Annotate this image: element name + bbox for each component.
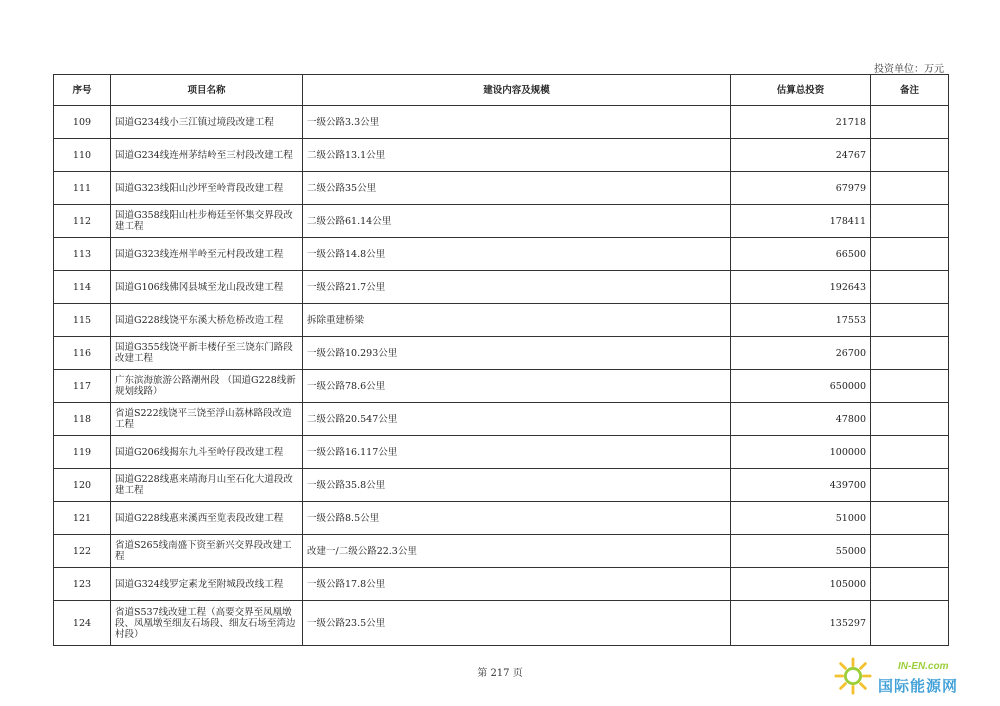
row-remark (871, 205, 949, 238)
row-remark (871, 436, 949, 469)
row-project-name: 国道G234线连州茅结岭至三村段改建工程 (111, 139, 303, 172)
row-investment: 100000 (731, 436, 871, 469)
row-project-name: 省道S222线饶平三饶至浮山荔林路段改造工程 (111, 403, 303, 436)
watermark-en: IN-EN.com (898, 661, 949, 672)
row-remark (871, 535, 949, 568)
row-remark (871, 304, 949, 337)
table-row (54, 601, 949, 646)
row-project-name: 国道G323线连州半岭至元村段改建工程 (111, 238, 303, 271)
row-investment: 17553 (731, 304, 871, 337)
table-row (54, 502, 949, 535)
row-scope: 一级公路16.117公里 (303, 436, 731, 469)
row-investment: 178411 (731, 205, 871, 238)
header-investment: 估算总投资 (731, 75, 871, 106)
table-row (54, 205, 949, 238)
row-scope: 拆除重建桥梁 (303, 304, 731, 337)
table-row (54, 106, 949, 139)
row-no: 112 (54, 205, 111, 238)
row-project-name: 国道G324线罗定素龙至附城段改线工程 (111, 568, 303, 601)
row-project-name: 国道G228线惠来溪西至览表段改建工程 (111, 502, 303, 535)
row-no: 119 (54, 436, 111, 469)
row-scope: 一级公路21.7公里 (303, 271, 731, 304)
table-row (54, 304, 949, 337)
header-scope: 建设内容及规模 (303, 75, 731, 106)
table-row (54, 436, 949, 469)
row-no: 123 (54, 568, 111, 601)
watermark-cn: 国际能源网 (878, 677, 959, 695)
table-row (54, 469, 949, 502)
table-row (54, 139, 949, 172)
table-row (54, 271, 949, 304)
row-remark (871, 370, 949, 403)
row-project-name: 广东滨海旅游公路潮州段 （国道G228线新规划线路） (111, 370, 303, 403)
row-investment: 192643 (731, 271, 871, 304)
row-scope: 一级公路23.5公里 (303, 601, 731, 646)
row-remark (871, 106, 949, 139)
row-project-name: 国道G228线饶平东溪大桥危桥改造工程 (111, 304, 303, 337)
row-project-name: 国道G106线佛冈县城至龙山段改建工程 (111, 271, 303, 304)
row-investment: 51000 (731, 502, 871, 535)
row-remark (871, 601, 949, 646)
row-project-name: 国道G228线惠来靖海月山至石化大道段改建工程 (111, 469, 303, 502)
row-project-name: 国道G323线阳山沙坪至岭背段改建工程 (111, 172, 303, 205)
project-table (53, 74, 949, 646)
row-scope: 改建一/二级公路22.3公里 (303, 535, 731, 568)
row-no: 116 (54, 337, 111, 370)
table-row (54, 568, 949, 601)
table-row (54, 172, 949, 205)
row-scope: 一级公路35.8公里 (303, 469, 731, 502)
row-investment: 55000 (731, 535, 871, 568)
row-investment: 26700 (731, 337, 871, 370)
row-scope: 一级公路3.3公里 (303, 106, 731, 139)
row-investment: 439700 (731, 469, 871, 502)
header-remark: 备注 (871, 75, 949, 106)
table-row (54, 370, 949, 403)
row-scope: 一级公路10.293公里 (303, 337, 731, 370)
row-scope: 二级公路13.1公里 (303, 139, 731, 172)
row-project-name: 国道G234线小三江镇过境段改建工程 (111, 106, 303, 139)
table-row (54, 403, 949, 436)
row-remark (871, 139, 949, 172)
table-row (54, 535, 949, 568)
header-no: 序号 (54, 75, 111, 106)
watermark-logo (834, 655, 984, 699)
row-investment: 66500 (731, 238, 871, 271)
row-project-name: 国道G206线揭东九斗至岭仔段改建工程 (111, 436, 303, 469)
row-project-name: 国道G358线阳山杜步梅廷至怀集交界段改建工程 (111, 205, 303, 238)
row-remark (871, 172, 949, 205)
row-investment: 24767 (731, 139, 871, 172)
sun-logo-icon (834, 657, 872, 695)
row-no: 118 (54, 403, 111, 436)
investment-unit-note: 投资单位：万元 (874, 64, 944, 75)
table-row (54, 337, 949, 370)
row-project-name: 国道G355线饶平新丰楼仔至三饶东门路段改建工程 (111, 337, 303, 370)
row-scope: 一级公路14.8公里 (303, 238, 731, 271)
row-investment: 47800 (731, 403, 871, 436)
row-no: 113 (54, 238, 111, 271)
row-remark (871, 568, 949, 601)
row-project-name: 省道S265线南盛下资至新兴交界段改建工程 (111, 535, 303, 568)
row-remark (871, 469, 949, 502)
row-no: 115 (54, 304, 111, 337)
row-investment: 21718 (731, 106, 871, 139)
row-investment: 135297 (731, 601, 871, 646)
row-remark (871, 271, 949, 304)
row-no: 111 (54, 172, 111, 205)
row-investment: 105000 (731, 568, 871, 601)
row-remark (871, 502, 949, 535)
row-no: 122 (54, 535, 111, 568)
row-no: 114 (54, 271, 111, 304)
row-scope: 一级公路8.5公里 (303, 502, 731, 535)
row-no: 121 (54, 502, 111, 535)
row-investment: 67979 (731, 172, 871, 205)
row-no: 109 (54, 106, 111, 139)
row-no: 124 (54, 601, 111, 646)
row-scope: 一级公路78.6公里 (303, 370, 731, 403)
table-header-row (54, 75, 949, 106)
header-project-name: 项目名称 (111, 75, 303, 106)
row-remark (871, 337, 949, 370)
row-remark (871, 403, 949, 436)
row-no: 120 (54, 469, 111, 502)
table-row (54, 238, 949, 271)
row-project-name: 省道S537线改建工程（高要交界至凤凰墩段、凤凰墩至细友石场段、细友石场至湾边村段） (111, 601, 303, 646)
row-scope: 二级公路35公里 (303, 172, 731, 205)
row-scope: 二级公路61.14公里 (303, 205, 731, 238)
row-scope: 二级公路20.547公里 (303, 403, 731, 436)
row-no: 117 (54, 370, 111, 403)
row-investment: 650000 (731, 370, 871, 403)
page-number: 第 217 页 (477, 668, 523, 679)
row-no: 110 (54, 139, 111, 172)
row-scope: 一级公路17.8公里 (303, 568, 731, 601)
row-remark (871, 238, 949, 271)
